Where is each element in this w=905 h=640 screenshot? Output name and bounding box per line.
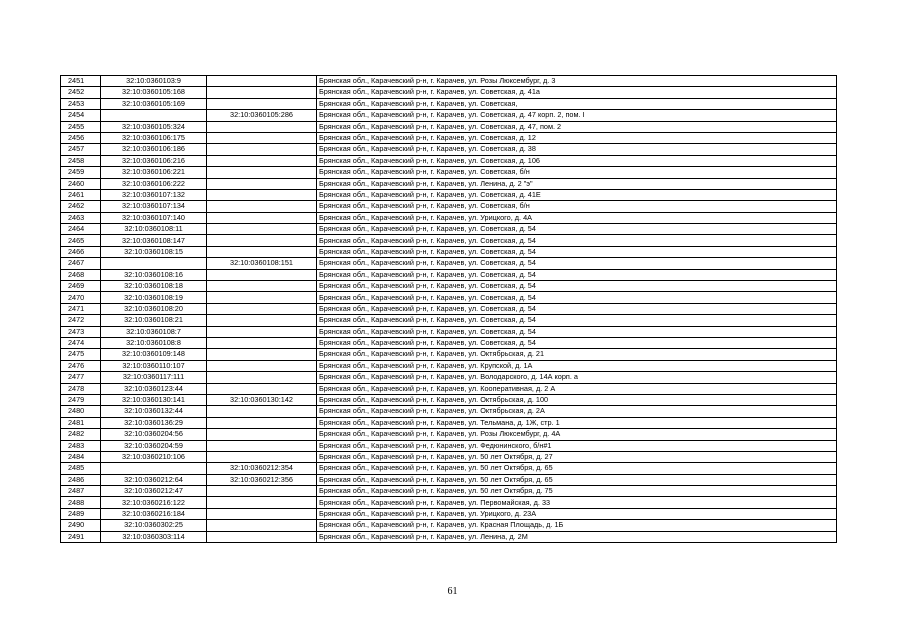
row-number-cell: 2454 (61, 110, 101, 121)
building-cadastral-number-cell (207, 406, 317, 417)
registry-table-body (61, 76, 837, 543)
row-number-cell: 2488 (61, 497, 101, 508)
cadastral-number-cell: 32:10:0360204:56 (101, 429, 207, 440)
address-cell: Брянская обл., Карачевский р-н, г. Карачев, ул. Крупской, д. 1А (317, 360, 837, 371)
address-cell: Брянская обл., Карачевский р-н, г. Карачев, ул. Красная Площадь, д. 1Б (317, 520, 837, 531)
table-row (61, 349, 837, 360)
table-row (61, 144, 837, 155)
address-cell: Брянская обл., Карачевский р-н, г. Карачев, ул. Советская, д. 54 (317, 315, 837, 326)
table-row (61, 497, 837, 508)
page-number: 61 (447, 586, 458, 597)
cadastral-number-cell: 32:10:0360105:324 (101, 121, 207, 132)
building-cadastral-number-cell (207, 155, 317, 166)
table-row (61, 417, 837, 428)
building-cadastral-number-cell (207, 531, 317, 542)
row-number-cell: 2478 (61, 383, 101, 394)
table-row (61, 429, 837, 440)
building-cadastral-number-cell (207, 201, 317, 212)
building-cadastral-number-cell: 32:10:0360105:286 (207, 110, 317, 121)
table-row (61, 486, 837, 497)
address-cell: Брянская обл., Карачевский р-н, г. Карачев, ул. Октябрьская, д. 100 (317, 394, 837, 405)
row-number-cell: 2463 (61, 212, 101, 223)
table-row (61, 98, 837, 109)
row-number-cell: 2471 (61, 303, 101, 314)
building-cadastral-number-cell (207, 303, 317, 314)
row-number-cell: 2458 (61, 155, 101, 166)
address-cell: Брянская обл., Карачевский р-н, г. Карачев, ул. Советская, б/н (317, 201, 837, 212)
address-cell: Брянская обл., Карачевский р-н, г. Карачев, ул. Розы Люксембург, д. 4А (317, 429, 837, 440)
cadastral-number-cell: 32:10:0360136:29 (101, 417, 207, 428)
address-cell: Брянская обл., Карачевский р-н, г. Карачев, ул. Советская, д. 54 (317, 337, 837, 348)
building-cadastral-number-cell (207, 326, 317, 337)
cadastral-number-cell: 32:10:0360212:64 (101, 474, 207, 485)
table-row (61, 258, 837, 269)
table-row (61, 167, 837, 178)
row-number-cell: 2490 (61, 520, 101, 531)
cadastral-number-cell (101, 110, 207, 121)
row-number-cell: 2483 (61, 440, 101, 451)
row-number-cell: 2479 (61, 394, 101, 405)
address-cell: Брянская обл., Карачевский р-н, г. Карачев, ул. Советская, д. 54 (317, 258, 837, 269)
cadastral-number-cell (101, 463, 207, 474)
cadastral-number-cell: 32:10:0360110:107 (101, 360, 207, 371)
building-cadastral-number-cell: 32:10:0360108:151 (207, 258, 317, 269)
address-cell: Брянская обл., Карачевский р-н, г. Карачев, ул. Советская, (317, 98, 837, 109)
table-row (61, 269, 837, 280)
address-cell: Брянская обл., Карачевский р-н, г. Карачев, ул. Первомайская, д. 33 (317, 497, 837, 508)
building-cadastral-number-cell (207, 269, 317, 280)
address-cell: Брянская обл., Карачевский р-н, г. Карачев, ул. Советская, д. 41Е (317, 189, 837, 200)
building-cadastral-number-cell (207, 372, 317, 383)
cadastral-number-cell: 32:10:0360106:221 (101, 167, 207, 178)
cadastral-number-cell: 32:10:0360108:16 (101, 269, 207, 280)
building-cadastral-number-cell (207, 87, 317, 98)
cadastral-number-cell: 32:10:0360105:168 (101, 87, 207, 98)
cadastral-number-cell: 32:10:0360108:20 (101, 303, 207, 314)
address-cell: Брянская обл., Карачевский р-н, г. Карачев, ул. Советская, д. 54 (317, 326, 837, 337)
row-number-cell: 2469 (61, 281, 101, 292)
building-cadastral-number-cell (207, 144, 317, 155)
table-row (61, 178, 837, 189)
row-number-cell: 2460 (61, 178, 101, 189)
table-row (61, 451, 837, 462)
building-cadastral-number-cell (207, 451, 317, 462)
row-number-cell: 2482 (61, 429, 101, 440)
address-cell: Брянская обл., Карачевский р-н, г. Карачев, ул. Советская, д. 106 (317, 155, 837, 166)
address-cell: Брянская обл., Карачевский р-н, г. Карачев, ул. Советская, д. 12 (317, 132, 837, 143)
cadastral-number-cell: 32:10:0360210:106 (101, 451, 207, 462)
cadastral-number-cell: 32:10:0360108:19 (101, 292, 207, 303)
building-cadastral-number-cell (207, 520, 317, 531)
row-number-cell: 2470 (61, 292, 101, 303)
address-cell: Брянская обл., Карачевский р-н, г. Карачев, ул. Октябрьская, д. 21 (317, 349, 837, 360)
address-cell: Брянская обл., Карачевский р-н, г. Карачев, ул. Советская, д. 54 (317, 292, 837, 303)
address-cell: Брянская обл., Карачевский р-н, г. Карачев, ул. Урицкого, д. 23А (317, 508, 837, 519)
table-row (61, 132, 837, 143)
building-cadastral-number-cell (207, 132, 317, 143)
cadastral-number-cell: 32:10:0360107:132 (101, 189, 207, 200)
row-number-cell: 2468 (61, 269, 101, 280)
table-row (61, 394, 837, 405)
table-row (61, 383, 837, 394)
building-cadastral-number-cell (207, 440, 317, 451)
table-row (61, 155, 837, 166)
address-cell: Брянская обл., Карачевский р-н, г. Карачев, ул. Советская, д. 54 (317, 303, 837, 314)
building-cadastral-number-cell (207, 292, 317, 303)
cadastral-number-cell: 32:10:0360106:216 (101, 155, 207, 166)
address-cell: Брянская обл., Карачевский р-н, г. Карачев, ул. 50 лет Октября, д. 27 (317, 451, 837, 462)
address-cell: Брянская обл., Карачевский р-н, г. Карачев, ул. Урицкого, д. 4А (317, 212, 837, 223)
address-cell: Брянская обл., Карачевский р-н, г. Карачев, ул. Советская, д. 54 (317, 235, 837, 246)
address-cell: Брянская обл., Карачевский р-н, г. Карачев, ул. Советская, д. 47, пом. 2 (317, 121, 837, 132)
building-cadastral-number-cell (207, 383, 317, 394)
address-cell: Брянская обл., Карачевский р-н, г. Карачев, ул. Советская, д. 54 (317, 281, 837, 292)
address-cell: Брянская обл., Карачевский р-н, г. Карачев, ул. 50 лет Октября, д. 65 (317, 474, 837, 485)
building-cadastral-number-cell: 32:10:0360212:354 (207, 463, 317, 474)
table-row (61, 315, 837, 326)
cadastral-number-cell: 32:10:0360106:175 (101, 132, 207, 143)
address-cell: Брянская обл., Карачевский р-н, г. Карачев, ул. Советская, б/н (317, 167, 837, 178)
row-number-cell: 2466 (61, 246, 101, 257)
address-cell: Брянская обл., Карачевский р-н, г. Карачев, ул. Советская, д. 47 корп. 2, пом. I (317, 110, 837, 121)
table-row (61, 246, 837, 257)
table-row (61, 303, 837, 314)
building-cadastral-number-cell (207, 486, 317, 497)
row-number-cell: 2467 (61, 258, 101, 269)
cadastral-number-cell: 32:10:0360303:114 (101, 531, 207, 542)
row-number-cell: 2487 (61, 486, 101, 497)
cadastral-number-cell: 32:10:0360106:222 (101, 178, 207, 189)
row-number-cell: 2451 (61, 76, 101, 87)
cadastral-number-cell: 32:10:0360103:9 (101, 76, 207, 87)
cadastral-number-cell: 32:10:0360132:44 (101, 406, 207, 417)
registry-table (60, 75, 837, 543)
cadastral-number-cell: 32:10:0360107:140 (101, 212, 207, 223)
address-cell: Брянская обл., Карачевский р-н, г. Карачев, ул. Федюнинского, б/н#1 (317, 440, 837, 451)
row-number-cell: 2452 (61, 87, 101, 98)
table-row (61, 440, 837, 451)
row-number-cell: 2491 (61, 531, 101, 542)
building-cadastral-number-cell (207, 246, 317, 257)
row-number-cell: 2476 (61, 360, 101, 371)
cadastral-number-cell: 32:10:0360109:148 (101, 349, 207, 360)
address-cell: Брянская обл., Карачевский р-н, г. Карачев, ул. Ленина, д. 2М (317, 531, 837, 542)
cadastral-number-cell: 32:10:0360108:21 (101, 315, 207, 326)
row-number-cell: 2484 (61, 451, 101, 462)
row-number-cell: 2474 (61, 337, 101, 348)
cadastral-number-cell: 32:10:0360216:122 (101, 497, 207, 508)
row-number-cell: 2455 (61, 121, 101, 132)
table-row (61, 121, 837, 132)
cadastral-number-cell (101, 258, 207, 269)
building-cadastral-number-cell (207, 497, 317, 508)
cadastral-number-cell: 32:10:0360212:47 (101, 486, 207, 497)
row-number-cell: 2465 (61, 235, 101, 246)
building-cadastral-number-cell (207, 337, 317, 348)
row-number-cell: 2480 (61, 406, 101, 417)
row-number-cell: 2459 (61, 167, 101, 178)
building-cadastral-number-cell (207, 98, 317, 109)
address-cell: Брянская обл., Карачевский р-н, г. Карачев, ул. Розы Люксембург, д. 3 (317, 76, 837, 87)
address-cell: Брянская обл., Карачевский р-н, г. Карачев, ул. Октябрьская, д. 2А (317, 406, 837, 417)
cadastral-number-cell: 32:10:0360123:44 (101, 383, 207, 394)
building-cadastral-number-cell (207, 417, 317, 428)
building-cadastral-number-cell: 32:10:0360212:356 (207, 474, 317, 485)
address-cell: Брянская обл., Карачевский р-н, г. Карачев, ул. Кооперативная, д. 2 А (317, 383, 837, 394)
table-row (61, 326, 837, 337)
row-number-cell: 2473 (61, 326, 101, 337)
row-number-cell: 2464 (61, 224, 101, 235)
cadastral-number-cell: 32:10:0360106:186 (101, 144, 207, 155)
row-number-cell: 2457 (61, 144, 101, 155)
building-cadastral-number-cell (207, 167, 317, 178)
address-cell: Брянская обл., Карачевский р-н, г. Карачев, ул. Советская, д. 54 (317, 224, 837, 235)
cadastral-number-cell: 32:10:0360108:11 (101, 224, 207, 235)
table-row (61, 235, 837, 246)
cadastral-number-cell: 32:10:0360117:111 (101, 372, 207, 383)
building-cadastral-number-cell: 32:10:0360130:142 (207, 394, 317, 405)
building-cadastral-number-cell (207, 360, 317, 371)
row-number-cell: 2472 (61, 315, 101, 326)
address-cell: Брянская обл., Карачевский р-н, г. Карачев, ул. 50 лет Октября, д. 75 (317, 486, 837, 497)
cadastral-number-cell: 32:10:0360108:8 (101, 337, 207, 348)
cadastral-number-cell: 32:10:0360302:25 (101, 520, 207, 531)
cadastral-number-cell: 32:10:0360105:169 (101, 98, 207, 109)
table-row (61, 360, 837, 371)
table-row (61, 189, 837, 200)
row-number-cell: 2453 (61, 98, 101, 109)
building-cadastral-number-cell (207, 178, 317, 189)
table-row (61, 474, 837, 485)
table-row (61, 76, 837, 87)
row-number-cell: 2481 (61, 417, 101, 428)
cadastral-number-cell: 32:10:0360108:15 (101, 246, 207, 257)
row-number-cell: 2475 (61, 349, 101, 360)
address-cell: Брянская обл., Карачевский р-н, г. Карачев, ул. Советская, д. 54 (317, 246, 837, 257)
building-cadastral-number-cell (207, 76, 317, 87)
table-row (61, 531, 837, 542)
building-cadastral-number-cell (207, 224, 317, 235)
building-cadastral-number-cell (207, 349, 317, 360)
row-number-cell: 2486 (61, 474, 101, 485)
building-cadastral-number-cell (207, 189, 317, 200)
address-cell: Брянская обл., Карачевский р-н, г. Карачев, ул. 50 лет Октября, д. 65 (317, 463, 837, 474)
cadastral-number-cell: 32:10:0360107:134 (101, 201, 207, 212)
cadastral-number-cell: 32:10:0360204:59 (101, 440, 207, 451)
table-row (61, 520, 837, 531)
table-row (61, 463, 837, 474)
address-cell: Брянская обл., Карачевский р-н, г. Карачев, ул. Советская, д. 54 (317, 269, 837, 280)
row-number-cell: 2489 (61, 508, 101, 519)
table-row (61, 224, 837, 235)
row-number-cell: 2477 (61, 372, 101, 383)
cadastral-number-cell: 32:10:0360108:147 (101, 235, 207, 246)
address-cell: Брянская обл., Карачевский р-н, г. Карачев, ул. Советская, д. 41а (317, 87, 837, 98)
address-cell: Брянская обл., Карачевский р-н, г. Карачев, ул. Советская, д. 38 (317, 144, 837, 155)
row-number-cell: 2485 (61, 463, 101, 474)
table-row (61, 110, 837, 121)
building-cadastral-number-cell (207, 121, 317, 132)
row-number-cell: 2456 (61, 132, 101, 143)
table-row (61, 337, 837, 348)
building-cadastral-number-cell (207, 429, 317, 440)
row-number-cell: 2462 (61, 201, 101, 212)
address-cell: Брянская обл., Карачевский р-н, г. Карачев, ул. Тельмана, д. 1Ж, стр. 1 (317, 417, 837, 428)
address-cell: Брянская обл., Карачевский р-н, г. Карачев, ул. Володарского, д. 14А корп. а (317, 372, 837, 383)
cadastral-number-cell: 32:10:0360108:18 (101, 281, 207, 292)
table-row (61, 201, 837, 212)
table-row (61, 281, 837, 292)
cadastral-number-cell: 32:10:0360108:7 (101, 326, 207, 337)
row-number-cell: 2461 (61, 189, 101, 200)
cadastral-number-cell: 32:10:0360216:184 (101, 508, 207, 519)
table-row (61, 372, 837, 383)
table-row (61, 87, 837, 98)
address-cell: Брянская обл., Карачевский р-н, г. Карачев, ул. Ленина, д. 2 "э" (317, 178, 837, 189)
building-cadastral-number-cell (207, 315, 317, 326)
table-row (61, 406, 837, 417)
building-cadastral-number-cell (207, 508, 317, 519)
table-row (61, 508, 837, 519)
building-cadastral-number-cell (207, 281, 317, 292)
building-cadastral-number-cell (207, 212, 317, 223)
table-row (61, 212, 837, 223)
table-row (61, 292, 837, 303)
building-cadastral-number-cell (207, 235, 317, 246)
cadastral-number-cell: 32:10:0360130:141 (101, 394, 207, 405)
